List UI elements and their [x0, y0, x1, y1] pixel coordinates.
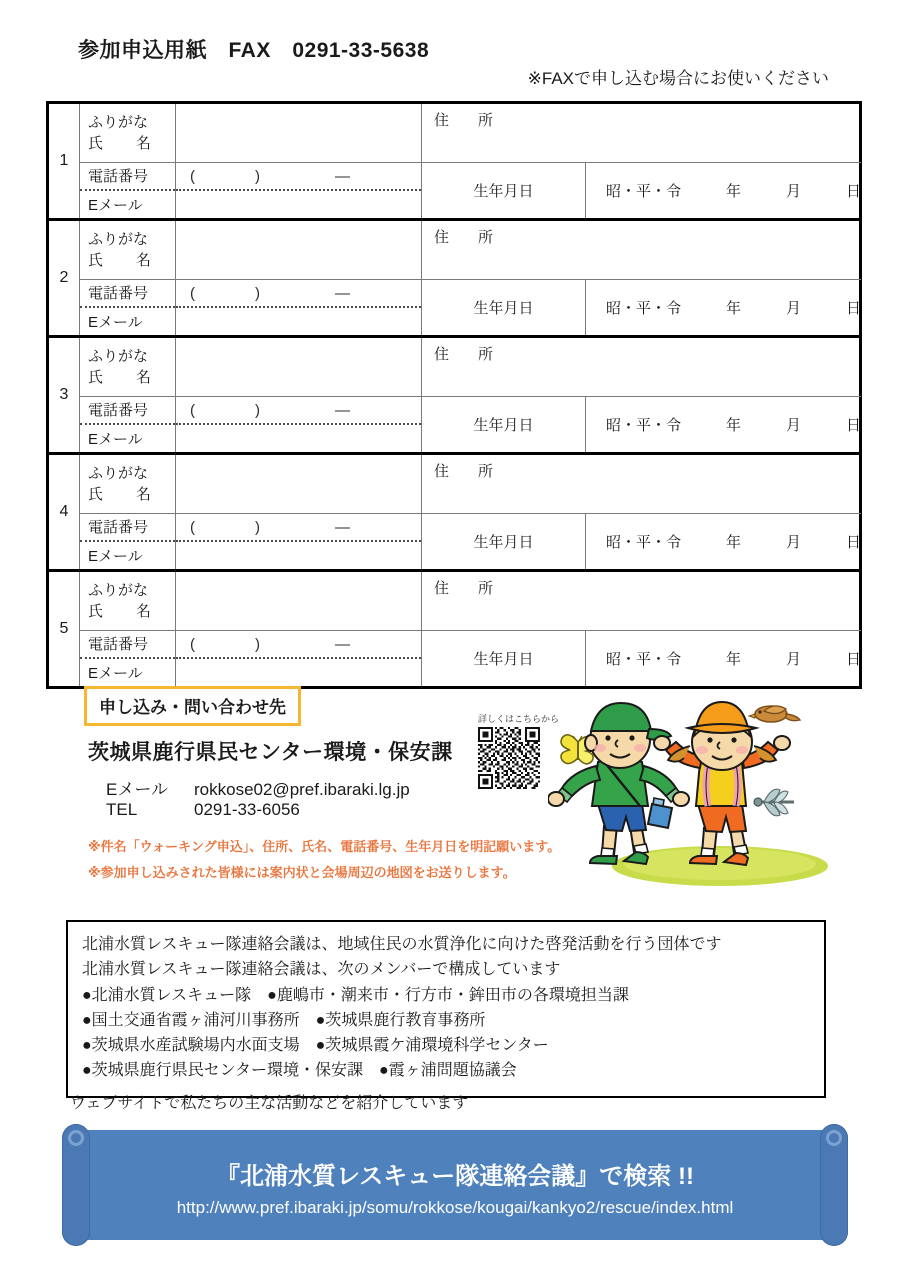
- member-line: ●国土交通省霞ヶ浦河川事務所 ●茨城県鹿行教育事務所: [82, 1011, 486, 1029]
- contact-labels: [80, 397, 176, 452]
- furigana-label: ふりがな: [88, 230, 149, 248]
- contact-labels: [80, 631, 176, 686]
- fullname-label: 氏 名: [88, 603, 161, 620]
- email-input[interactable]: [176, 542, 421, 570]
- email-input[interactable]: [176, 659, 421, 687]
- name-address-band: [80, 455, 861, 514]
- contact-tel-line: [106, 800, 410, 825]
- tel-input[interactable]: ( ) —: [176, 280, 421, 308]
- contact-inputs: [176, 163, 422, 218]
- birthdate-label: 生年月日: [422, 280, 586, 335]
- furigana-label: ふりがな: [88, 347, 149, 365]
- furigana-label: ふりがな: [88, 464, 149, 482]
- row-number: 2: [49, 221, 80, 335]
- email-label: Eメール: [88, 547, 143, 565]
- email-label: Eメール: [88, 313, 143, 331]
- member-line: 北浦水質レスキュー隊連絡会議は、地域住民の水質浄化に向けた啓発活動を行う団体です: [82, 936, 722, 953]
- tel-input[interactable]: ( ) —: [176, 397, 421, 425]
- address-input[interactable]: [422, 572, 861, 630]
- banner-search-text: 『北浦水質レスキュー隊連絡会議』で検索 !!: [216, 1163, 694, 1190]
- row-number: 5: [49, 572, 80, 686]
- application-form-table: [46, 101, 862, 689]
- contact-email-label: Eメール: [106, 780, 168, 799]
- name-input[interactable]: [176, 221, 422, 279]
- contact-inputs: [176, 280, 422, 335]
- name-input[interactable]: [176, 104, 422, 162]
- contact-inputs: [176, 397, 422, 452]
- email-label: Eメール: [88, 430, 143, 448]
- application-notes: [88, 836, 560, 888]
- contact-birth-band: [80, 514, 861, 569]
- contact-tel-value: 0291-33-6056: [194, 800, 300, 819]
- contact-labels: [80, 163, 176, 218]
- member-line: ●北浦水質レスキュー隊 ●鹿嶋市・潮来市・行方市・鉾田市の各環境担当課: [82, 986, 629, 1004]
- address-input[interactable]: [422, 104, 861, 162]
- member-line: 北浦水質レスキュー隊連絡会議は、次のメンバーで構成しています: [82, 961, 561, 979]
- qr-caption: 詳しくはこちらから: [478, 714, 560, 724]
- contact-birth-band: [80, 280, 861, 335]
- name-address-band: [80, 221, 861, 280]
- address-input[interactable]: [422, 455, 861, 513]
- banner-url[interactable]: http://www.pref.ibaraki.jp/somu/rokkose/kougai/kankyo2/rescue/index.html: [176, 1198, 734, 1217]
- note-line: ※参加申し込みされた皆様には案内状と会場周辺の地図をお送りします。: [88, 865, 516, 880]
- children-walking-illustration: [548, 698, 858, 888]
- fullname-label: 氏 名: [88, 135, 161, 152]
- tel-input[interactable]: ( ) —: [176, 631, 421, 659]
- name-address-band: [80, 104, 861, 163]
- applicant-row: [49, 572, 862, 686]
- birthdate-input[interactable]: 昭・平・令 年 月 日: [606, 651, 862, 668]
- name-address-band: [80, 338, 861, 397]
- fax-usage-note: ※FAXで申し込む場合にお使いください: [527, 69, 829, 88]
- applicant-row: [49, 338, 862, 455]
- name-label: [80, 455, 176, 513]
- tel-label: 電話番号: [80, 280, 175, 308]
- row-number: 1: [49, 104, 80, 218]
- office-name: 茨城県鹿行県民センター環境・保安課: [88, 741, 453, 764]
- contact-inputs: [176, 631, 422, 686]
- name-address-band: [80, 572, 861, 631]
- contact-labels: [80, 514, 176, 569]
- row-body: [80, 572, 861, 686]
- fullname-label: 氏 名: [88, 486, 161, 503]
- website-caption: ウェブサイトで私たちの主な活動などを紹介しています: [70, 1095, 469, 1112]
- birthdate-input[interactable]: 昭・平・令 年 月 日: [606, 300, 862, 317]
- contact-tel-label: TEL: [106, 800, 138, 819]
- fullname-label: 氏 名: [88, 369, 161, 386]
- row-body: [80, 221, 861, 335]
- qr-code-block: [478, 712, 559, 794]
- page-title: 参加申込用紙 FAX 0291-33-5638: [78, 39, 430, 62]
- contact-birth-band: [80, 631, 861, 686]
- row-body: [80, 104, 861, 218]
- tel-label: 電話番号: [80, 163, 175, 191]
- inquiry-badge: 申し込み・問い合わせ先: [84, 686, 301, 726]
- address-input[interactable]: [422, 221, 861, 279]
- tel-input[interactable]: ( ) —: [176, 514, 421, 542]
- member-line: ●茨城県鹿行県民センター環境・保安課 ●霞ヶ浦問題協議会: [82, 1062, 517, 1080]
- fullname-label: 氏 名: [88, 252, 161, 269]
- address-label: 住 所: [434, 580, 501, 597]
- contact-email-line: [106, 775, 410, 800]
- email-label: Eメール: [88, 196, 143, 214]
- contact-inputs: [176, 514, 422, 569]
- contact-email-value[interactable]: rokkose02@pref.ibaraki.lg.jp: [194, 780, 410, 799]
- contact-details: [106, 775, 410, 825]
- tel-label: 電話番号: [80, 514, 175, 542]
- applicant-row: [49, 455, 862, 572]
- applicant-row: [49, 104, 862, 221]
- email-input[interactable]: [176, 425, 421, 453]
- website-banner[interactable]: [62, 1124, 848, 1246]
- furigana-label: ふりがな: [88, 581, 149, 599]
- email-input[interactable]: [176, 191, 421, 219]
- birthdate-label: 生年月日: [422, 163, 586, 218]
- applicant-row: [49, 221, 862, 338]
- contact-labels: [80, 280, 176, 335]
- name-input[interactable]: [176, 572, 422, 630]
- name-label: [80, 104, 176, 162]
- qr-code-icon[interactable]: [478, 727, 540, 789]
- birthdate-label: 生年月日: [422, 631, 586, 686]
- address-input[interactable]: [422, 338, 861, 396]
- note-line: ※件名「ウォーキング申込」、住所、氏名、電話番号、生年月日を明記願います。: [88, 839, 561, 854]
- name-label: [80, 572, 176, 630]
- name-label: [80, 221, 176, 279]
- email-label: Eメール: [88, 664, 143, 682]
- address-label: 住 所: [434, 112, 501, 129]
- birthdate-input[interactable]: 昭・平・令 年 月 日: [606, 417, 862, 434]
- row-number: 4: [49, 455, 80, 569]
- tel-input[interactable]: ( ) —: [176, 163, 421, 191]
- address-label: 住 所: [434, 346, 501, 363]
- email-input[interactable]: [176, 308, 421, 336]
- member-line: ●茨城県水産試験場内水面支場 ●茨城県霞ケ浦環境科学センター: [82, 1037, 549, 1055]
- contact-birth-band: [80, 163, 861, 218]
- name-label: [80, 338, 176, 396]
- furigana-label: ふりがな: [88, 113, 149, 131]
- boy-figure: [548, 703, 689, 864]
- row-body: [80, 338, 861, 452]
- name-input[interactable]: [176, 455, 422, 513]
- address-label: 住 所: [434, 229, 501, 246]
- tel-label: 電話番号: [80, 631, 175, 659]
- name-input[interactable]: [176, 338, 422, 396]
- row-body: [80, 455, 861, 569]
- dragonfly-icon: [754, 789, 794, 816]
- birthdate-label: 生年月日: [422, 514, 586, 569]
- birthdate-input[interactable]: 昭・平・令 年 月 日: [606, 183, 862, 200]
- tel-label: 電話番号: [80, 397, 175, 425]
- member-info-box: [66, 920, 826, 1098]
- address-label: 住 所: [434, 463, 501, 480]
- contact-birth-band: [80, 397, 861, 452]
- row-number: 3: [49, 338, 80, 452]
- girl-figure: [654, 702, 790, 865]
- birthdate-input[interactable]: 昭・平・令 年 月 日: [606, 534, 862, 551]
- bird-icon: [749, 706, 800, 722]
- birthdate-label: 生年月日: [422, 397, 586, 452]
